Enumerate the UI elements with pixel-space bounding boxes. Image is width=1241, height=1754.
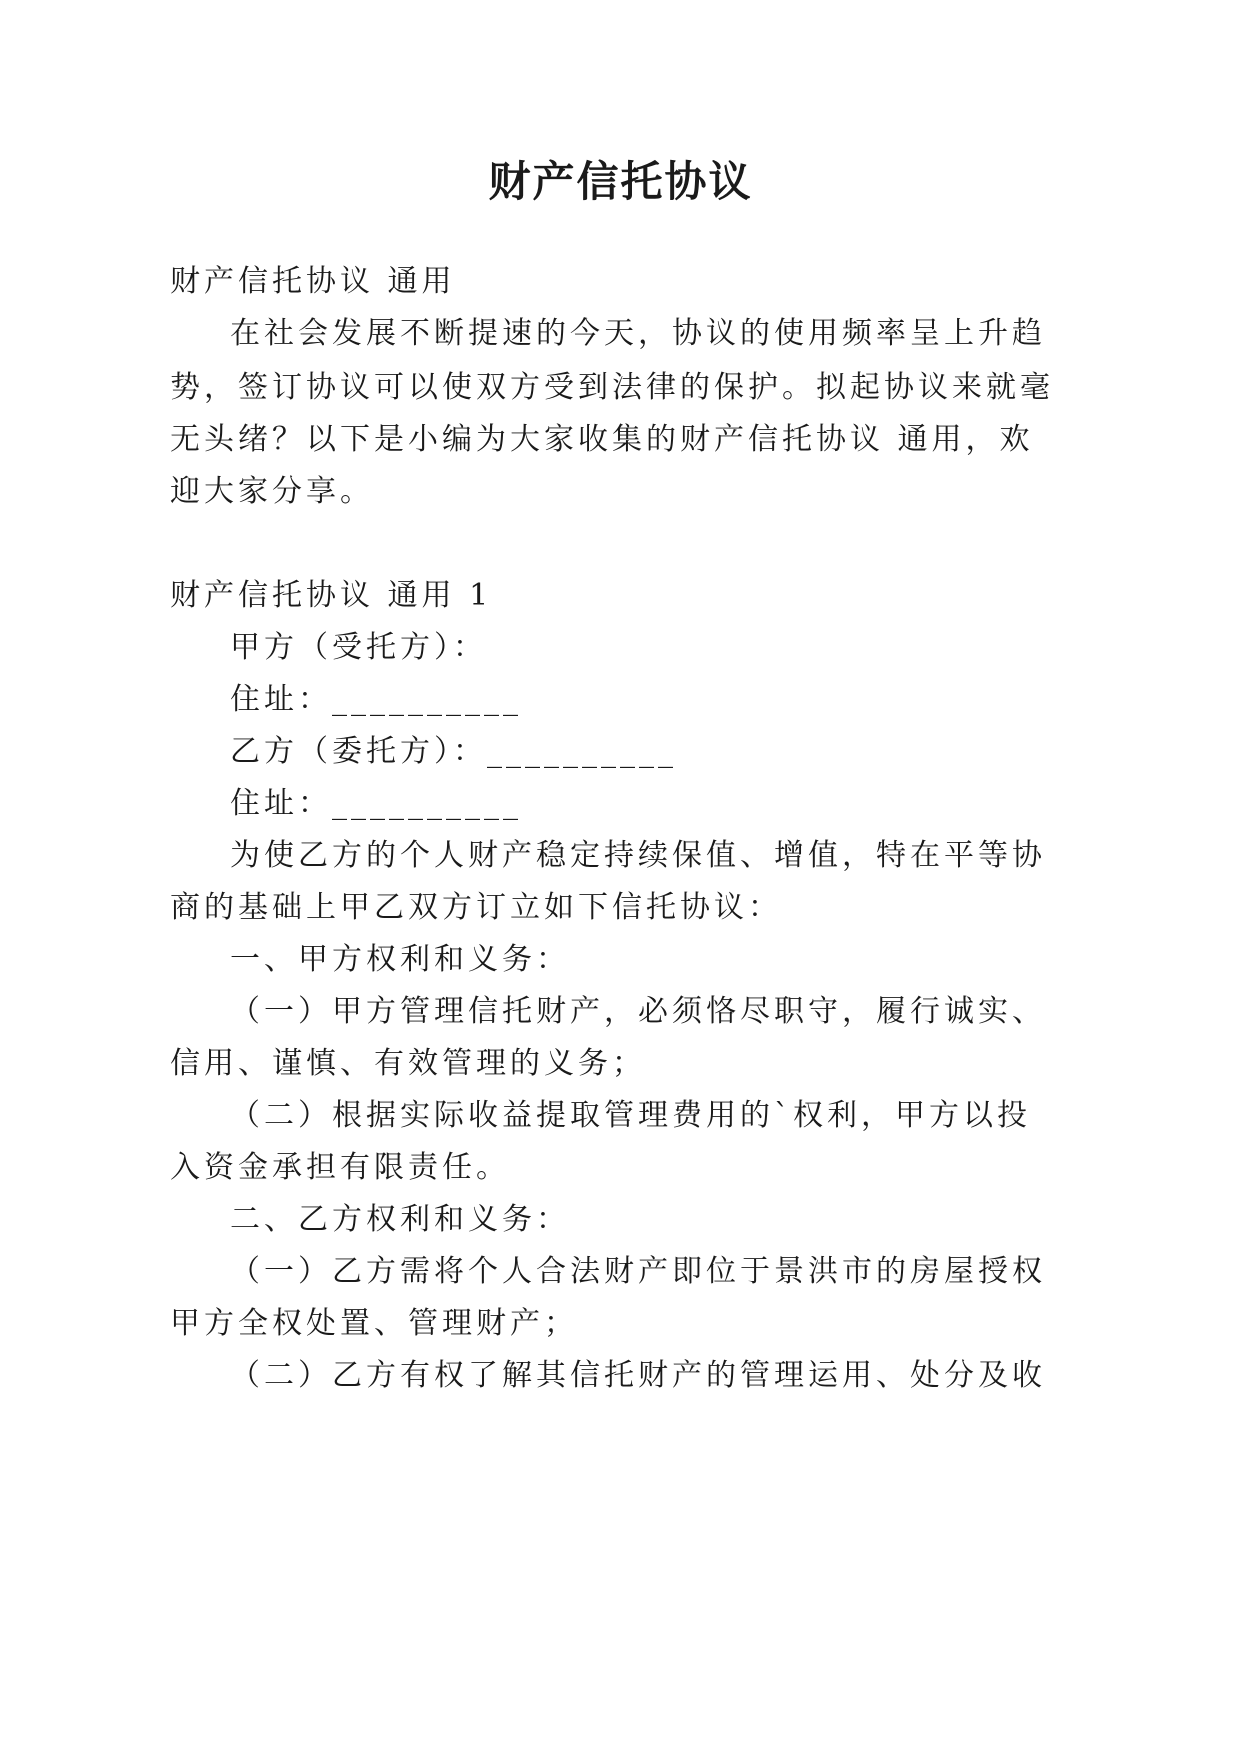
- party-a-label: 甲方（受托方）：: [230, 630, 487, 665]
- clause-item-line: （一）乙方需将个人合法财产即位于景洪市的房屋授权: [230, 1254, 1046, 1289]
- clause-item-line: （一）甲方管理信托财产，必须恪尽职守，履行诚实、: [230, 994, 1046, 1029]
- party-a-address: 住址：__________: [230, 682, 522, 717]
- document-title: 财产信托协议: [488, 157, 753, 206]
- party-b-label: 乙方（委托方）：__________: [230, 734, 677, 769]
- section-heading: 财产信托协议 通用 1: [170, 578, 493, 613]
- clause-item-line: 甲方全权处置、管理财产；: [170, 1306, 578, 1341]
- intro-paragraph-line: 在社会发展不断提速的今天，协议的使用频率呈上升趋: [230, 316, 1046, 351]
- intro-paragraph-line: 无头绪？以下是小编为大家收集的财产信托协议 通用，欢: [170, 422, 1034, 457]
- party-b-address: 住址：__________: [230, 786, 522, 821]
- clause-item-line: 信用、谨慎、有效管理的义务；: [170, 1046, 646, 1081]
- preamble-line: 为使乙方的个人财产稳定持续保值、增值，特在平等协: [230, 838, 1046, 873]
- subtitle-line: 财产信托协议 通用: [170, 264, 456, 299]
- intro-paragraph-line: 迎大家分享。: [170, 474, 374, 509]
- intro-paragraph-line: 势，签订协议可以使双方受到法律的保护。拟起协议来就毫: [170, 370, 1054, 405]
- preamble-line: 商的基础上甲乙双方订立如下信托协议：: [170, 890, 782, 925]
- clause-heading-party-a: 一、甲方权利和义务：: [230, 942, 570, 977]
- clause-item-line: （二）乙方有权了解其信托财产的管理运用、处分及收: [230, 1358, 1046, 1393]
- clause-item-line: （二）根据实际收益提取管理费用的`权利，甲方以投: [230, 1098, 1031, 1133]
- clause-heading-party-b: 二、乙方权利和义务：: [230, 1202, 570, 1237]
- clause-item-line: 入资金承担有限责任。: [170, 1150, 510, 1185]
